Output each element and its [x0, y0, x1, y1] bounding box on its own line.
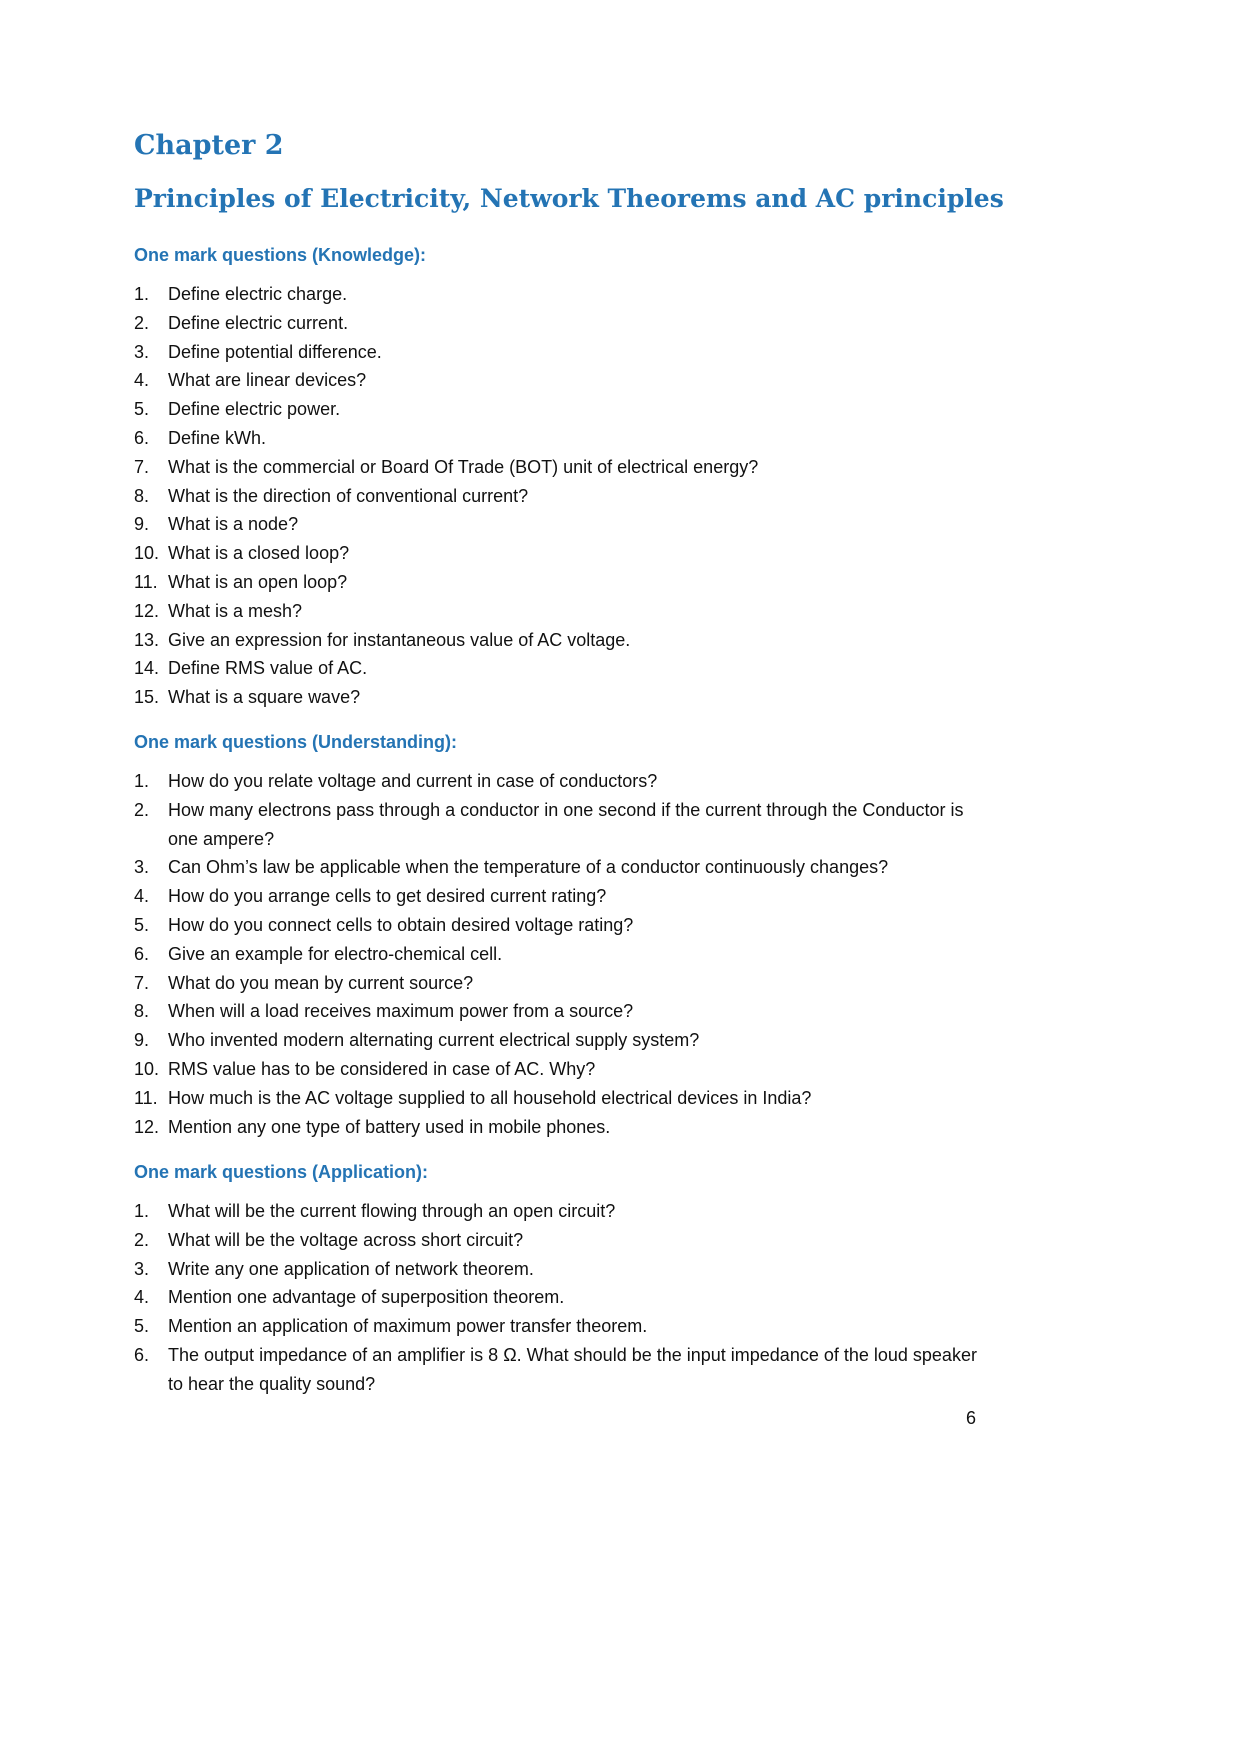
question-number: 4.: [134, 370, 150, 391]
question-item: [134, 309, 984, 338]
question-number: 1.: [134, 771, 150, 791]
question-item: [134, 280, 984, 309]
question-item: [134, 1255, 984, 1284]
question-item: [134, 1084, 984, 1113]
question-text: Write any one application of network theorem.: [168, 1258, 534, 1279]
question-item: [134, 597, 984, 626]
question-text: What are linear devices?: [168, 370, 367, 391]
question-list: [134, 280, 984, 712]
question-number: 9.: [134, 1030, 150, 1051]
section-heading: One mark questions (Understanding):: [134, 732, 458, 752]
question-text: What is a mesh?: [168, 600, 303, 621]
question-item: [134, 1026, 984, 1055]
question-text: What is a square wave?: [168, 687, 361, 708]
question-item: [134, 338, 984, 367]
question-text: What will be the current flowing through an open circuit?: [168, 1201, 616, 1221]
question-text: Define kWh.: [168, 427, 267, 448]
question-text: How do you relate voltage and current in case of conductors?: [168, 771, 658, 791]
question-item: [134, 1226, 984, 1255]
question-item: [134, 482, 984, 511]
question-number: 4.: [134, 886, 150, 907]
question-text: What will be the voltage across short circuit?: [168, 1229, 524, 1250]
question-text: Mention one advantage of superposition theorem.: [168, 1287, 565, 1308]
question-text: The output impedance of an amplifier is 8 Ω. What should be the input impedance of the loud speaker to hear the quality sound?: [168, 1344, 977, 1394]
question-text: How do you connect cells to obtain desired voltage rating?: [168, 914, 634, 935]
question-number: 7.: [134, 456, 150, 477]
question-item: [134, 453, 984, 482]
question-number: 5.: [134, 399, 150, 420]
question-text: What is the direction of conventional current?: [168, 485, 529, 506]
question-number: 8.: [134, 1001, 150, 1022]
question-number: 11.: [134, 571, 158, 592]
question-number: 6.: [134, 943, 150, 964]
question-number: 5.: [134, 914, 150, 935]
question-number: 3.: [134, 857, 150, 878]
question-item: [134, 940, 984, 969]
question-item: [134, 997, 984, 1026]
question-item: [134, 626, 984, 655]
question-text: How do you arrange cells to get desired current rating?: [168, 886, 607, 907]
question-number: 2.: [134, 1229, 150, 1250]
question-item: [134, 366, 984, 395]
question-item: [134, 911, 984, 940]
question-item: [134, 683, 984, 712]
question-item: [134, 1055, 984, 1084]
question-item: [134, 539, 984, 568]
question-item: [134, 969, 984, 998]
question-text: Define RMS value of AC.: [168, 658, 368, 679]
question-item: [134, 796, 984, 854]
question-number: 14.: [134, 658, 160, 679]
section-understanding: [134, 731, 984, 1141]
question-text: What is an open loop?: [168, 571, 348, 592]
question-text: What do you mean by current source?: [168, 972, 474, 993]
section-knowledge: [134, 244, 984, 712]
question-number: 10.: [134, 543, 160, 564]
question-number: 3.: [134, 341, 150, 362]
question-item: [134, 882, 984, 911]
question-item: [134, 767, 984, 796]
question-number: 12.: [134, 1116, 160, 1137]
chapter-title: Principles of Electricity, Network Theorems and AC principles: [134, 184, 1004, 213]
question-item: [134, 568, 984, 597]
question-number: 2.: [134, 312, 150, 333]
question-item: [134, 1312, 984, 1341]
question-text: What is the commercial or Board Of Trade (BOT) unit of electrical energy?: [168, 456, 759, 477]
question-item: [134, 1113, 984, 1142]
question-text: Who invented modern alternating current electrical supply system?: [168, 1030, 700, 1051]
question-text: Give an example for electro-chemical cell.: [168, 943, 503, 964]
question-text: Define electric power.: [168, 399, 341, 420]
question-text: Define potential difference.: [168, 341, 382, 362]
question-number: 12.: [134, 600, 160, 621]
question-item: [134, 1283, 984, 1312]
question-list: [134, 1197, 984, 1399]
question-list: [134, 767, 984, 1141]
question-number: 10.: [134, 1058, 160, 1079]
question-number: 4.: [134, 1287, 150, 1308]
question-item: [134, 654, 984, 683]
section-heading: One mark questions (Application):: [134, 1162, 429, 1182]
question-item: [134, 510, 984, 539]
question-number: 6.: [134, 1344, 150, 1365]
question-text: Define electric current.: [168, 312, 349, 333]
question-text: Define electric charge.: [168, 284, 348, 304]
question-number: 7.: [134, 972, 150, 993]
question-item: [134, 853, 984, 882]
question-number: 13.: [134, 629, 160, 650]
question-number: 15.: [134, 687, 160, 708]
question-text: How much is the AC voltage supplied to all household electrical devices in India?: [168, 1087, 812, 1108]
question-item: [134, 1197, 984, 1226]
section-heading: One mark questions (Knowledge):: [134, 245, 427, 265]
question-text: Give an expression for instantaneous value of AC voltage.: [168, 629, 631, 650]
question-item: [134, 395, 984, 424]
question-text: How many electrons pass through a conductor in one second if the current through the Conductor is one ampere?: [168, 799, 964, 849]
question-text: Can Ohm’s law be applicable when the temperature of a conductor continuously changes?: [168, 857, 889, 878]
question-number: 6.: [134, 427, 150, 448]
question-text: Mention an application of maximum power transfer theorem.: [168, 1316, 648, 1337]
question-number: 5.: [134, 1316, 150, 1337]
question-text: Mention any one type of battery used in mobile phones.: [168, 1116, 611, 1137]
question-number: 11.: [134, 1087, 158, 1108]
chapter-heading: Chapter 2: [134, 130, 284, 161]
question-number: 2.: [134, 799, 150, 820]
question-item: [134, 424, 984, 453]
question-item: [134, 1341, 984, 1399]
question-text: When will a load receives maximum power from a source?: [168, 1001, 634, 1022]
question-number: 1.: [134, 284, 150, 304]
question-text: RMS value has to be considered in case of AC. Why?: [168, 1058, 596, 1079]
question-number: 3.: [134, 1258, 150, 1279]
question-number: 8.: [134, 485, 150, 506]
section-application: [134, 1161, 984, 1399]
question-number: 1.: [134, 1201, 150, 1221]
page-number: 6: [965, 1408, 976, 1428]
question-number: 9.: [134, 514, 150, 535]
question-text: What is a node?: [168, 514, 299, 535]
question-text: What is a closed loop?: [168, 543, 350, 564]
